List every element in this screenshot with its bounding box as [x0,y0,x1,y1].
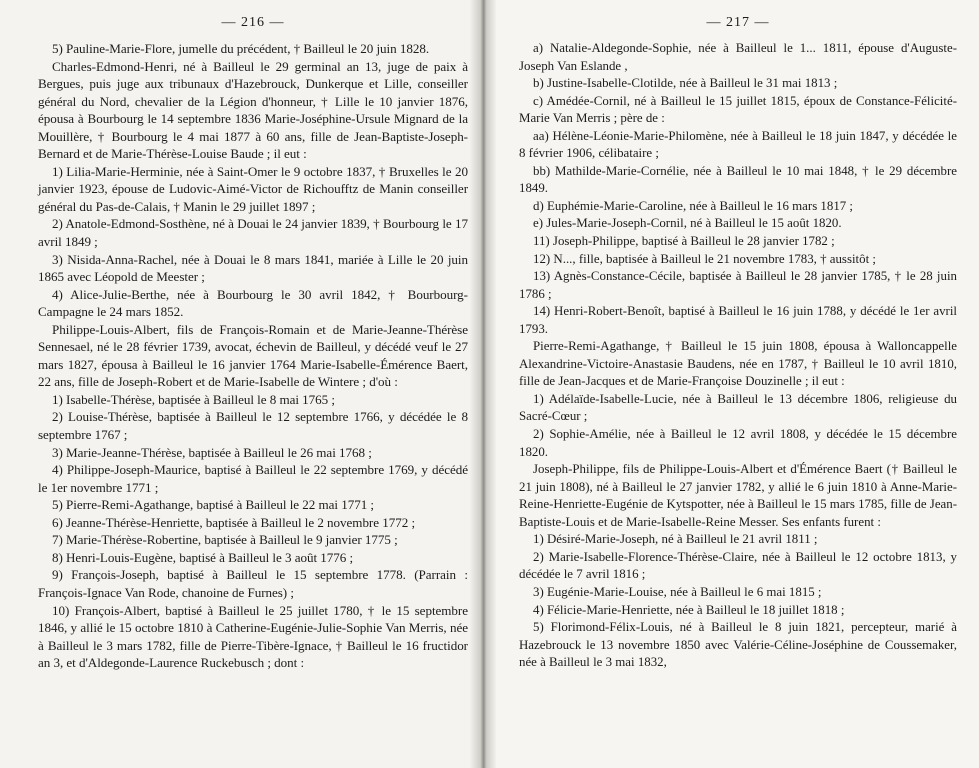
right-paragraph: aa) Hélène-Léonie-Marie-Philomène, née à Bailleul le 18 juin 1847, y décédée le 8 février 1906, célibataire ; [519,128,957,161]
right-page [487,0,979,768]
left-paragraph: 9) François-Joseph, baptisé à Bailleul le 15 septembre 1778. (Parrain : François-Ignace Van Rode, chanoine de Furnes) ; [38,567,468,600]
left-paragraph: 1) Lilia-Marie-Herminie, née à Saint-Omer le 9 octobre 1837, † Bruxelles le 20 janvier 1923, épouse de Ludovic-Aimé-Victor de Richoufftz de Manin conseiller général du Pas-de-Calais, † Manin le 29 juillet 1897 ; [38,163,468,214]
left-paragraph: 8) Henri-Louis-Eugène, baptisé à Bailleul le 3 août 1776 ; [52,549,354,565]
left-paragraph: 7) Marie-Thérèse-Robertine, baptisée à Bailleul le 9 janvier 1775 ; [52,532,398,548]
right-paragraph: bb) Mathilde-Marie-Cornélie, née à Bailleul le 10 mai 1848, † le 29 décembre 1849. [519,163,957,196]
left-paragraph: 4) Alice-Julie-Berthe, née à Bourbourg le 30 avril 1842, † Bourbourg-Campagne le 24 mars 1852. [38,286,468,320]
right-paragraph: a) Natalie-Aldegonde-Sophie, née à Bailleul le 1... 1811, épouse d'Auguste-Joseph Van Eslande , [519,41,957,73]
left-paragraph: 4) Philippe-Joseph-Maurice, baptisé à Bailleul le 22 septembre 1769, y décédé le 1er novembre 1771 ; [38,462,468,495]
left-page [0,0,478,768]
left-paragraph: 5) Pauline-Marie-Flore, jumelle du précédent, † Bailleul le 20 juin 1828. [52,41,430,56]
left-paragraph: 10) François-Albert, baptisé à Bailleul le 25 juillet 1780, † le 15 septembre 1846, y allié le 15 octobre 1810 à Catherine-Eugénie-Julie-Sophie Van Merris, née à Bailleul le 3 mars 1782, fille de Pierre-Tibère-Ignace, † Bailleul le 16 fructidor an 3, et d'Aldegonde-Laurence Ruckebusch ; dont : [38,602,468,671]
right-paragraph: 14) Henri-Robert-Benoît, baptisé à Bailleul le 16 juin 1788, y décédé le 1er avril 1793. [519,304,957,336]
right-paragraph: b) Justine-Isabelle-Clotilde, née à Bailleul le 31 mai 1813 ; [533,76,838,91]
left-paragraph: 1) Isabelle-Thérèse, baptisée à Bailleul le 8 mai 1765 ; [52,391,335,407]
left-page-number: — 216 — [221,15,285,30]
right-paragraph: 13) Agnès-Constance-Cécile, baptisée à Bailleul le 28 janvier 1785, † le 28 juin 1786 ; [519,269,957,301]
right-paragraph: 4) Félicie-Marie-Henriette, née à Bailleul le 18 juillet 1818 ; [533,602,845,617]
right-paragraph: 12) N..., fille, baptisée à Bailleul le 21 novembre 1783, † aussitôt ; [533,251,876,266]
book-gutter [470,0,496,768]
left-paragraph: 6) Jeanne-Thérèse-Henriette, baptisée à Bailleul le 2 novembre 1772 ; [52,514,416,530]
left-paragraph: 2) Anatole-Edmond-Sosthène, né à Douai le 24 janvier 1839, † Bourbourg le 17 avril 1849 ; [38,216,468,250]
right-paragraph: 1) Adélaïde-Isabelle-Lucie, née à Bailleul le 13 décembre 1806, religieuse du Sacré-Cœur ; [519,391,957,424]
left-paragraph: 3) Marie-Jeanne-Thérèse, baptisée à Bailleul le 26 mai 1768 ; [52,444,372,460]
right-paragraph: 3) Eugénie-Marie-Louise, née à Bailleul le 6 mai 1815 ; [533,584,822,599]
left-paragraph: Philippe-Louis-Albert, fils de François-Romain et de Marie-Jeanne-Thérèse Sennesael, né le 28 février 1739, avocat, échevin de Bailleul, y décédé veuf le 27 mars 1827, épousa à Bailleul le 16 janvier 1764 Marie-Isabelle-Émérence Baert, 22 ans, fille de Joseph-Robert et de Marie-Isabelle de Wintere ; d'où : [38,321,468,390]
right-paragraph: c) Amédée-Cornil, né à Bailleul le 15 juillet 1815, époux de Constance-Félicité-Marie Van Merris ; père de : [519,93,957,126]
right-paragraph: d) Euphémie-Marie-Caroline, née à Bailleul le 16 mars 1817 ; [533,198,854,213]
left-paragraph: Charles-Edmond-Henri, né à Bailleul le 29 germinal an 13, juge de paix à Bergues, puis juge aux tribunaux d'Hazebrouck, Dunkerque et Lille, conseiller général du Nord, chevalier de la Légion d'honneur, † Lille le 10 janvier 1876, épousa à Bourbourg le 14 septembre 1836 Marie-Joséphine-Ursule Mignard de la Mouillère, † Bourbourg le 4 mai 1877 à 60 ans, fille de Jean-Baptiste-Joseph-Bernard et de Marie-Thérèse-Louise Baude ; il eut : [38,58,468,162]
left-paragraph: 3) Nisida-Anna-Rachel, née à Douai le 8 mars 1841, mariée à Lille le 20 juin 1865 avec Léopold de Meester ; [38,251,468,285]
left-paragraph: 5) Pierre-Remi-Agathange, baptisé à Bailleul le 22 mai 1771 ; [52,497,375,513]
right-paragraph: 5) Florimond-Félix-Louis, né à Bailleul le 8 juin 1821, percepteur, marié à Hazebrouck le 13 novembre 1850 avec Valérie-Céline-Joséphine de Coussemaker, née à Bailleul le 3 mai 1832, [519,620,957,670]
right-paragraph: 2) Marie-Isabelle-Florence-Thérèse-Claire, née à Bailleul le 12 octobre 1813, y décédée le 7 avril 1816 ; [519,549,957,582]
right-paragraph: 11) Joseph-Philippe, baptisé à Bailleul le 28 janvier 1782 ; [533,234,835,249]
right-paragraph: 2) Sophie-Amélie, née à Bailleul le 12 avril 1808, y décédée le 15 décembre 1820. [519,427,957,459]
right-paragraph: Joseph-Philippe, fils de Philippe-Louis-Albert et d'Émérence Baert († Bailleul le 21 juin 1808), né à Bailleul le 27 janvier 1782, y allié le 6 juin 1810 à Anne-Marie-Reine-Henriette-Eugénie de Kytspotter, née à Bailleul le 15 mars 1785, fille de Jean-Baptiste-Louis et de Marie-Isabelle-Reine Messer. Ses enfants furent : [519,462,957,529]
right-paragraph: 1) Désiré-Marie-Joseph, né à Bailleul le 21 avril 1811 ; [533,532,818,547]
left-paragraph: 2) Louise-Thérèse, baptisée à Bailleul le 12 septembre 1766, y décédée le 8 septembre 1767 ; [38,409,468,443]
right-page-number: — 217 — [706,15,770,30]
right-paragraph: e) Jules-Marie-Joseph-Cornil, né à Bailleul le 15 août 1820. [533,216,842,231]
right-paragraph: Pierre-Remi-Agathange, † Bailleul le 15 juin 1808, épousa à Walloncappelle Alexandrine-Victoire-Anastasie Baudens, née en 1787, † Bailleul le 10 avril 1810, fille de Jean-Jacques et de Marie-Françoise Douzinelle ; il eut : [519,339,957,389]
